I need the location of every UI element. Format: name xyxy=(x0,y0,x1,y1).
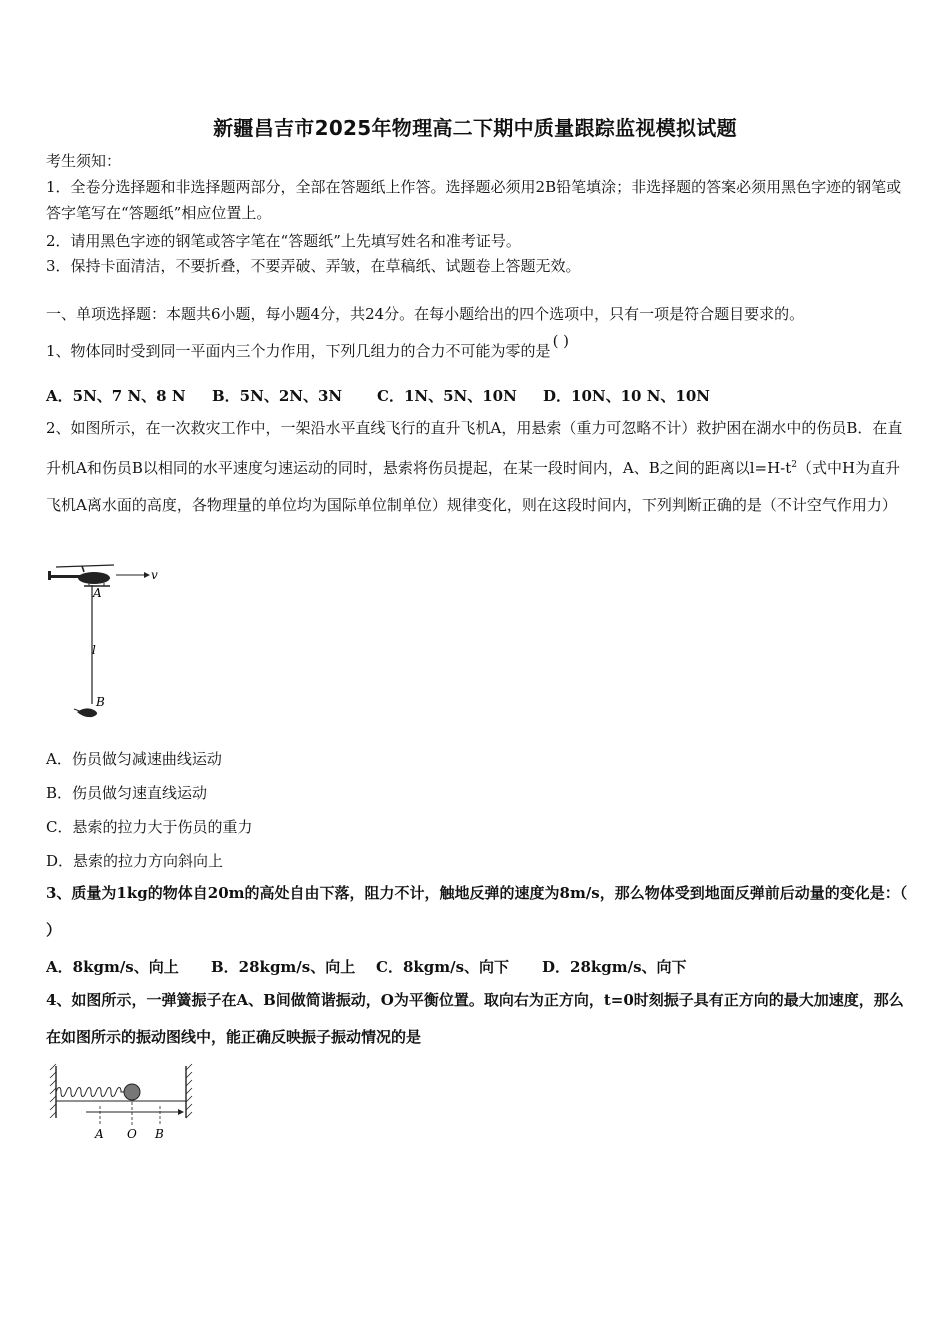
answer-bracket: ( ) xyxy=(552,332,570,350)
spring-coil xyxy=(56,1088,124,1097)
helicopter-icon xyxy=(48,565,114,586)
option-a[interactable]: A．5N、7 N、8 N xyxy=(46,387,186,405)
notice-item-3: 3．保持卡面清洁，不要折叠，不要弄破、弄皱，在草稿纸、试题卷上答题无效。 xyxy=(46,257,581,275)
oscillator-ball xyxy=(124,1084,140,1100)
helicopter-figure xyxy=(44,560,164,722)
question-2-option-d[interactable]: D．悬索的拉力方向斜向上 xyxy=(46,852,224,870)
notice-item-2: 2．请用黑色字迹的钢笔或答字笔在“答题纸”上先填写姓名和准考证号。 xyxy=(46,232,521,250)
question-4-stem: 4、如图所示，一弹簧振子在A、B间做简谐振动，O为平衡位置。取向右为正方向，t=0时刻振子具有正方向的最大加速度，那么在如图所示的振动图线中，能正确反映振子振动情况的是 xyxy=(46,991,904,1046)
question-2-option-b[interactable]: B．伤员做匀速直线运动 xyxy=(46,784,208,802)
velocity-label: v xyxy=(151,568,158,582)
point-o-label: O xyxy=(127,1127,137,1141)
question-2-stem: 2、如图所示，在一次救灾工作中，一架沿水平直线飞行的直升飞机A，用悬索（重力可忽略不计）救护困在湖水中的伤员B．在直升机A和伤员B以相同的水平速度匀速运动的同时，悬索将伤员提起，在某一段时间内，A、B之间的距离以$l=H-t^2$（式中H为直升飞机A离水面的高度，各物理量的单位均为国际单位制单位）规律变化，则在这段时间内，下列判断正确的是（不计空气作用力） xyxy=(46,419,903,514)
question-1-stem xyxy=(46,332,570,361)
option-a[interactable]: A．8kgm/s、向上 xyxy=(46,958,179,976)
velocity-arrow xyxy=(116,572,150,578)
question-2-option-c[interactable]: C．悬索的拉力大于伤员的重力 xyxy=(46,818,253,836)
question-2-option-a[interactable]: A．伤员做匀减速曲线运动 xyxy=(46,750,222,768)
right-wall xyxy=(186,1064,192,1118)
question-1-options xyxy=(46,385,710,406)
page-title: 新疆昌吉市2025年物理高二下期中质量跟踪监视模拟试题 xyxy=(213,116,737,140)
length-label: l xyxy=(92,643,96,657)
point-a-label: A xyxy=(93,586,102,600)
option-b[interactable]: B．28kgm/s、向上 xyxy=(211,958,356,976)
option-c[interactable]: C．8kgm/s、向下 xyxy=(376,958,510,976)
point-b-label: B xyxy=(155,1127,164,1141)
option-b[interactable]: B．5N、2N、3N xyxy=(212,387,343,405)
point-a-label: A xyxy=(95,1127,104,1141)
position-axis xyxy=(86,1102,184,1126)
spring-oscillator-figure xyxy=(46,1058,196,1144)
option-d[interactable]: D．28kgm/s、向下 xyxy=(542,958,687,976)
point-b-label: B xyxy=(96,695,105,709)
swimmer-icon xyxy=(74,708,97,717)
option-c[interactable]: C．1N、5N、10N xyxy=(377,387,517,405)
left-wall xyxy=(50,1064,56,1118)
section-heading: 一、单项选择题：本题共6小题，每小题4分，共24分。在每小题给出的四个选项中，只有一项是符合题目要求的。 xyxy=(46,305,805,323)
question-1-text: 1、物体同时受到同一平面内三个力作用，下列几组力的合力不可能为零的是 xyxy=(46,342,551,360)
notice-item-1: 1．全卷分选择题和非选择题两部分，全部在答题纸上作答。选择题必须用2B铅笔填涂；非选择题的答案必须用黑色字迹的钢笔或答字笔写在“答题纸”相应位置上。 xyxy=(46,178,902,222)
question-3-options xyxy=(46,956,687,977)
option-d[interactable]: D．10N、10 N、10N xyxy=(543,387,710,405)
notice-heading: 考生须知： xyxy=(46,152,122,170)
question-3-stem: 3、质量为1kg的物体自20m的高处自由下落，阻力不计，触地反弹的速度为8m/s，那么物体受到地面反弹前后动量的变化是：（ ） xyxy=(46,884,908,939)
